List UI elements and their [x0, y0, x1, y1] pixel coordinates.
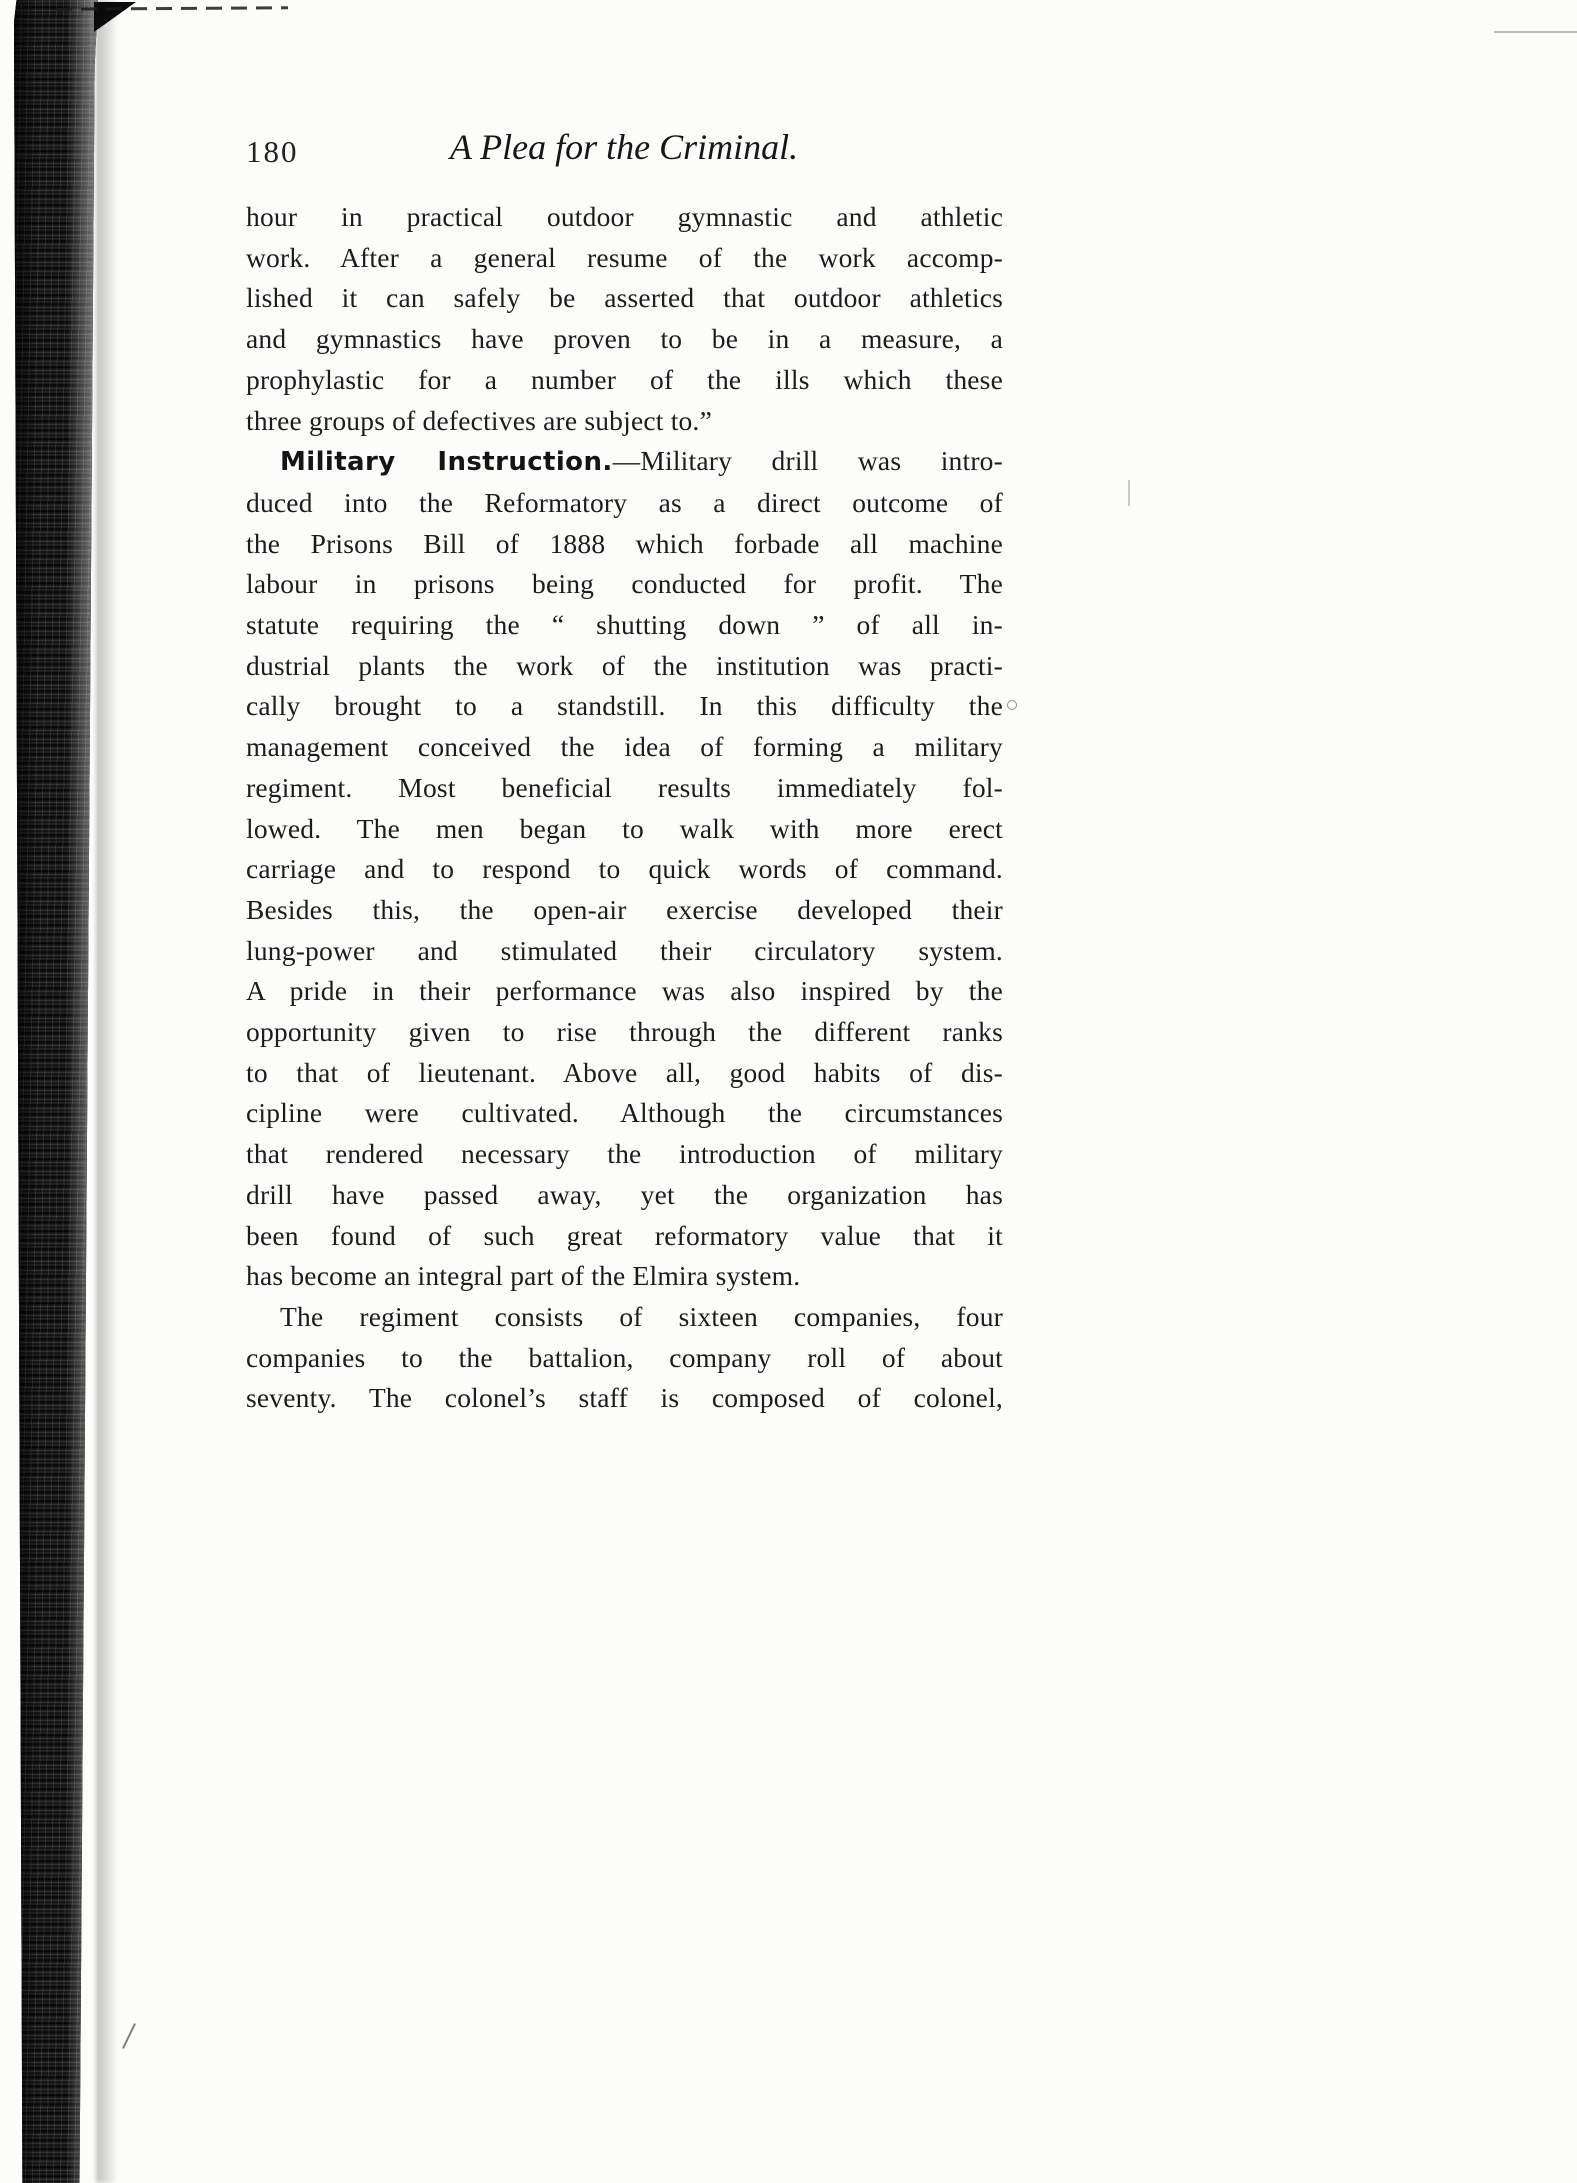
- text-line: management conceived the idea of forming a military: [246, 731, 1003, 763]
- text-line: hour in practical outdoor gymnastic and athletic: [246, 201, 1003, 232]
- running-header-title: A Plea for the Criminal.: [449, 127, 799, 167]
- text-line: lung-power and stimulated their circulatory system.: [246, 934, 1003, 966]
- text-line: the Prisons Bill of 1888 which forbade all machine: [246, 527, 1003, 559]
- section-heading: Military Instruction.: [280, 447, 613, 478]
- scan-dashed-line-artifact: [56, 6, 288, 10]
- book-binding-edge: [14, 0, 98, 2183]
- text-line: regiment. Most beneficial results immediately fol-: [246, 771, 1003, 803]
- scan-speck-artifact: [1007, 700, 1017, 710]
- text-line: lished it can safely be asserted that outdoor athletics: [246, 282, 1003, 314]
- text-line: A pride in their performance was also inspired by the: [246, 975, 1003, 1007]
- text-line: statute requiring the “ shutting down ” of all in-: [246, 609, 1003, 641]
- text-line: has become an integral part of the Elmira system.: [246, 1260, 801, 1292]
- text-line: and gymnastics have proven to be in a measure, a: [246, 323, 1003, 355]
- scan-speck-artifact: [1128, 480, 1130, 506]
- text-line: seventy. The colonel’s staff is composed of colonel,: [246, 1382, 1003, 1414]
- text-line: duced into the Reformatory as a direct outcome of: [246, 486, 1003, 518]
- text-line: [246, 441, 1003, 483]
- text-line: dustrial plants the work of the institution was practi-: [246, 649, 1003, 681]
- text-line: been found of such great reformatory value that it: [246, 1219, 1003, 1251]
- page-number: 180: [246, 134, 299, 169]
- text-line: to that of lieutenant. Above all, good habits of dis-: [246, 1056, 1003, 1088]
- text-line: that rendered necessary the introduction of military: [246, 1138, 1003, 1170]
- text-line: drill have passed away, yet the organization has: [246, 1178, 1003, 1210]
- body-text: [246, 197, 1003, 1419]
- text-line: labour in prisons being conducted for profit. The: [246, 568, 1003, 600]
- text-line: carriage and to respond to quick words of command.: [246, 853, 1003, 885]
- scan-pen-mark-artifact: [122, 2023, 136, 2049]
- text-line: work. After a general resume of the work accomp-: [246, 241, 1003, 273]
- text-line: cally brought to a standstill. In this difficulty the: [246, 690, 1003, 722]
- text-run: —Military drill was intro-: [612, 445, 1003, 477]
- text-line: The regiment consists of sixteen companies, four: [280, 1300, 1003, 1332]
- text-line: prophylastic for a number of the ills which these: [246, 363, 1003, 395]
- text-line: opportunity given to rise through the different ranks: [246, 1016, 1003, 1048]
- binding-shadow: [96, 0, 122, 2183]
- text-line: three groups of defectives are subject to.”: [246, 404, 712, 436]
- scan-line-artifact: [1494, 31, 1577, 33]
- text-line: cipline were cultivated. Although the circumstances: [246, 1097, 1003, 1129]
- text-line: companies to the battalion, company roll of about: [246, 1341, 1003, 1373]
- text-line: Besides this, the open-air exercise developed their: [246, 893, 1003, 925]
- text-line: lowed. The men began to walk with more erect: [246, 812, 1003, 844]
